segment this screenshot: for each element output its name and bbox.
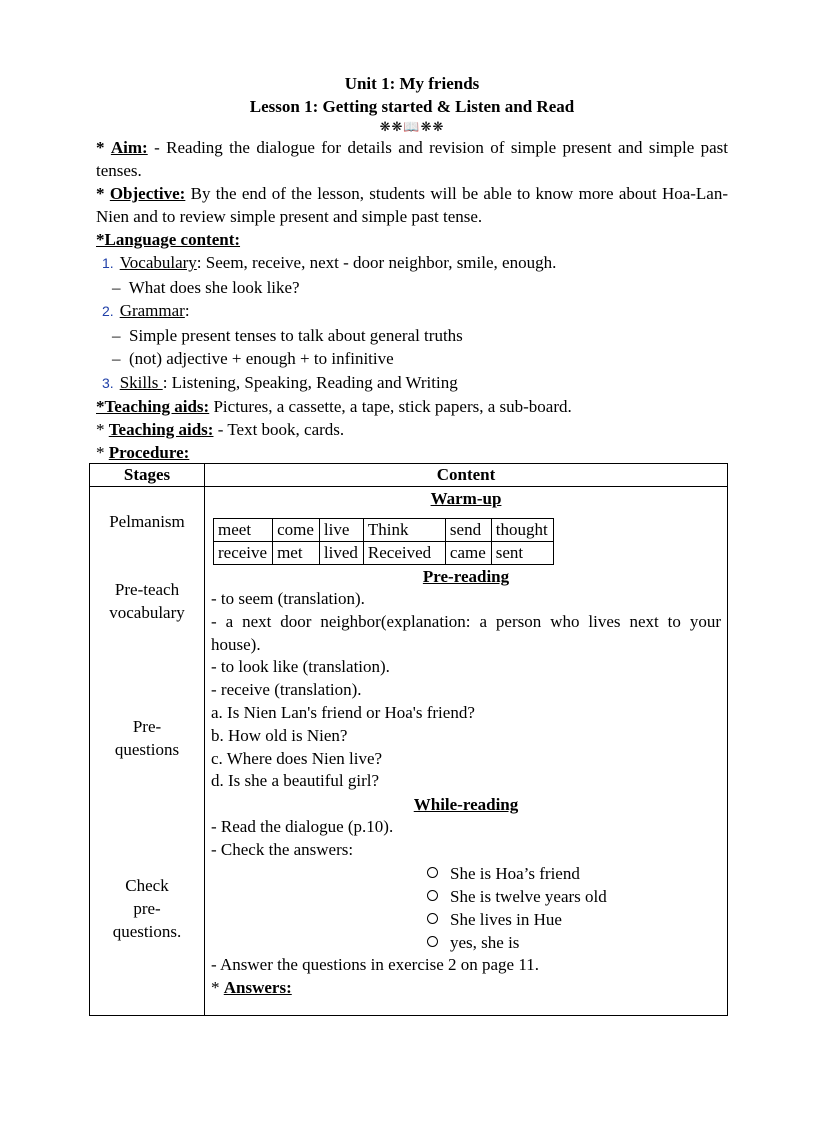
vocabulary-text: : Seem, receive, next - door neighbor, smile, enough. (196, 253, 557, 272)
warmup-title: Warm-up (430, 489, 502, 508)
vocabulary-label: Vocabulary (119, 253, 197, 272)
word-cell: receive (214, 542, 273, 565)
skills-number: 3. (102, 374, 114, 391)
whilereading-line: - Check the answers: (211, 839, 354, 859)
words-row (214, 519, 554, 542)
prereading-line: - to look like (translation). (211, 657, 390, 677)
word-cell: send (445, 519, 491, 542)
lesson-plan-page (96, 72, 728, 464)
grammar-sub-item: – (not) adjective + enough + to infinitive (112, 349, 394, 368)
circle-bullet-icon (427, 890, 438, 901)
objective-bullet: * (96, 184, 105, 203)
prequestion: d. Is she a beautiful girl? (211, 771, 380, 791)
circle-bullet-icon (427, 867, 438, 878)
vocabulary-number: 1. (102, 255, 114, 271)
word-cell: met (273, 542, 320, 565)
prequestion: b. How old is Nien? (211, 725, 348, 745)
circle-bullet-icon (427, 936, 438, 947)
stage-check-2: pre- (133, 899, 161, 918)
grammar-number: 2. (102, 303, 114, 319)
prequestion: a. Is Nien Lan's friend or Hoa's friend? (211, 702, 475, 722)
content-header: Content (205, 464, 728, 487)
skills-text: : Listening, Speaking, Reading and Writing (162, 372, 458, 392)
aim-label: Aim: (110, 138, 148, 157)
word-cell: came (445, 542, 491, 565)
prereading-line: - to seem (translation). (211, 589, 365, 608)
procedure-heading: * Procedure: (96, 443, 190, 462)
ornament-divider: ❋❋📖❋❋ (379, 119, 445, 134)
grammar-item (96, 299, 728, 324)
vocabulary-sub-item: – What does she look like? (112, 277, 300, 297)
teaching-aids-line-1 (96, 395, 728, 418)
word-cell: sent (491, 542, 553, 565)
lesson-title: Lesson 1: Getting started & Listen and Read (249, 97, 575, 116)
word-cell: come (273, 519, 320, 542)
words-table (213, 518, 554, 565)
words-row (214, 542, 554, 565)
stage-prequestions-1: Pre- (132, 717, 162, 736)
word-cell: Received (363, 542, 445, 565)
prereading-title: Pre-reading (422, 567, 510, 586)
answers-heading: * Answers: (211, 977, 292, 997)
answer-item: She is Hoa’s friend (211, 862, 721, 885)
grammar-label: Grammar (119, 301, 185, 320)
objective-paragraph (96, 182, 728, 228)
word-cell: lived (319, 542, 363, 565)
objective-text: By the end of the lesson, students will be able to know more about Hoa-Lan-Nien and to review simple present and simple past tense. (96, 184, 729, 226)
procedure-table (89, 463, 728, 1016)
teaching-aids-text-1: Pictures, a cassette, a tape, stick papers, a sub-board. (209, 397, 572, 416)
stage-preteach-2: vocabulary (109, 603, 185, 622)
prereading-line: - receive (translation). (211, 680, 362, 700)
prereading-line: - a next door neighbor(explanation: a person who lives next to your house). (211, 611, 721, 654)
prequestion: c. Where does Nien live? (211, 748, 383, 768)
stage-pelmanism: Pelmanism (109, 512, 185, 531)
grammar-sub-item: – Simple present tenses to talk about general truths (112, 325, 463, 345)
answer-item: She is twelve years old (211, 885, 721, 908)
answer-item: yes, she is (211, 931, 721, 954)
word-cell: live (319, 519, 363, 542)
skills-label: Skills (119, 372, 163, 392)
language-content-heading: *Language content: (96, 230, 241, 249)
stage-prequestions-2: questions (114, 740, 180, 759)
stage-check-3: questions. (112, 922, 182, 941)
word-cell: thought (491, 519, 553, 542)
answer-item: She lives in Hue (211, 908, 721, 931)
aim-bullet: * (96, 138, 105, 157)
table-body-row (90, 487, 728, 1016)
skills-item (96, 371, 728, 396)
stage-check-1: Check (125, 876, 169, 895)
grammar-text: : (184, 301, 190, 320)
stages-header: Stages (90, 464, 205, 487)
teaching-aids-label-1: *Teaching aids: (96, 397, 210, 416)
unit-title: Unit 1: My friends (344, 74, 480, 93)
vocabulary-item (96, 251, 728, 276)
aim-text: - Reading the dialogue for details and revision of simple present and simple past tenses. (96, 138, 729, 180)
aim-paragraph (96, 136, 728, 182)
whilereading-line: - Read the dialogue (p.10). (211, 817, 394, 837)
teaching-aids-text-2: - Text book, cards. (213, 420, 345, 439)
whilereading-title: While-reading (413, 795, 519, 815)
objective-label: Objective: (109, 184, 186, 203)
stages-column (90, 487, 205, 1016)
stage-preteach-1: Pre-teach (114, 580, 180, 599)
teaching-aids-label-2: Teaching aids: (108, 420, 214, 439)
word-cell: meet (214, 519, 273, 542)
word-cell: Think (363, 519, 445, 542)
content-column (205, 487, 728, 1016)
teaching-aids-line-2: * Teaching aids: - Text book, cards. (96, 420, 345, 439)
circle-bullet-icon (427, 913, 438, 924)
table-header-row (90, 464, 728, 487)
exercise-line: - Answer the questions in exercise 2 on page 11. (211, 954, 539, 974)
